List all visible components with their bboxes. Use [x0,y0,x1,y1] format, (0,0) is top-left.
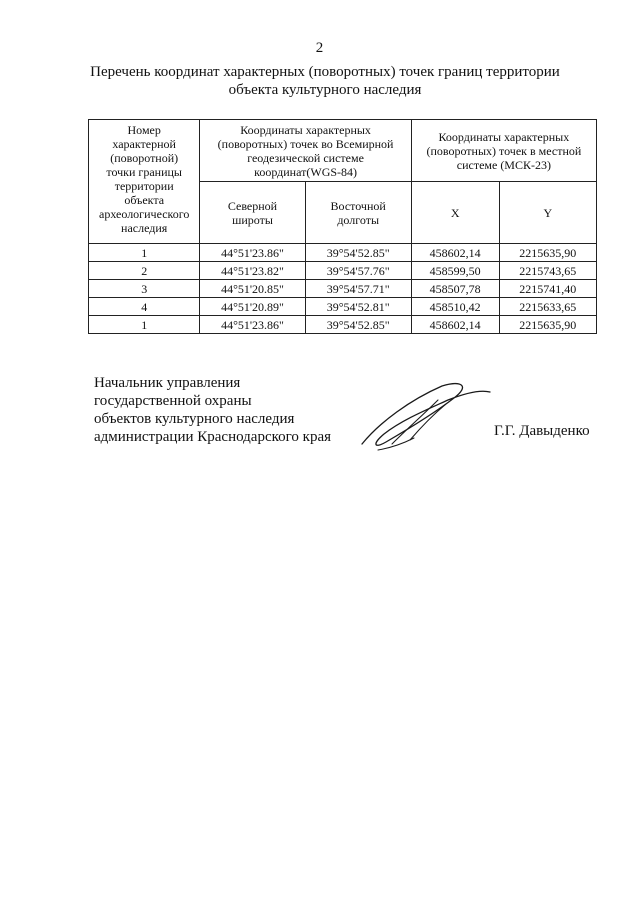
signatory-line: объектов культурного наследия [94,411,295,427]
cell-lon: 39°54'52.85" [305,244,411,262]
table-row [89,298,597,316]
header-x: X [411,182,499,244]
cell-x: 458602,14 [411,244,499,262]
signatory-line: государственной охраны [94,393,252,409]
cell-x: 458599,50 [411,262,499,280]
header-lon-line: Восточной [330,198,386,213]
header-wgs84 [200,120,411,182]
header-point-line: характерной [112,137,176,151]
cell-lat: 44°51'23.86" [200,244,305,262]
header-wgs-line: Координаты характерных [240,122,371,137]
header-msk-line: системе (МСК-23) [456,157,551,172]
cell-x: 458510,42 [411,298,499,316]
cell-x: 458507,78 [411,280,499,298]
cell-lon: 39°54'52.85" [305,316,411,334]
cell-y: 2215635,90 [499,316,596,334]
title-line-2: объекта культурного наследия [228,82,422,98]
cell-lon: 39°54'52.81" [305,298,411,316]
cell-lat: 44°51'20.85" [200,280,305,298]
cell-lat: 44°51'23.82" [200,262,305,280]
cell-y: 2215743,65 [499,262,596,280]
cell-lon: 39°54'57.76" [305,262,411,280]
cell-lon: 39°54'57.71" [305,280,411,298]
header-msk-line: (поворотных) точек в местной [426,143,582,158]
header-y: Y [499,182,596,244]
document-title [60,63,590,99]
cell-point: 1 [89,316,200,334]
header-msk23 [411,120,596,182]
cell-x: 458602,14 [411,316,499,334]
header-wgs-line: (поворотных) точек во Всемирной [217,136,394,151]
cell-y: 2215633,65 [499,298,596,316]
page-number: 2 [315,40,324,56]
cell-point: 3 [89,280,200,298]
title-line-1: Перечень координат характерных (поворотных) точек границ территории [90,64,560,80]
header-wgs-line: геодезической системе [247,150,364,165]
header-point-line: наследия [121,221,168,235]
header-point-line: объекта [124,193,165,207]
cell-point: 2 [89,262,200,280]
table-row [89,280,597,298]
header-lat-line: Северной [227,198,278,213]
header-point-line: археологического [99,207,190,221]
signatory-name: Г.Г. Давыденко [494,423,590,439]
table-row [89,262,597,280]
header-point-line: территории [114,179,174,193]
signatory-line: администрации Краснодарского края [94,429,332,445]
cell-y: 2215635,90 [499,244,596,262]
header-longitude [305,182,411,244]
coordinates-table [88,119,597,334]
cell-point: 4 [89,298,200,316]
signatory-line: Начальник управления [94,375,241,391]
cell-lat: 44°51'23.86" [200,316,305,334]
header-wgs-line: координат(WGS-84) [254,164,358,179]
table-row [89,316,597,334]
table-row [89,244,597,262]
cell-lat: 44°51'20.89" [200,298,305,316]
cell-y: 2215741,40 [499,280,596,298]
header-msk-line: Координаты характерных [438,129,570,144]
header-lon-line: долготы [337,212,380,227]
signatory-position [94,374,374,446]
header-latitude [200,182,305,244]
header-point-line: (поворотной) [110,151,179,165]
header-point-number [89,120,200,244]
header-point-line: Номер [127,123,161,137]
header-point-line: точки границы [106,165,182,179]
cell-point: 1 [89,244,200,262]
handwritten-signature [350,378,500,458]
header-lat-line: широты [232,212,273,227]
